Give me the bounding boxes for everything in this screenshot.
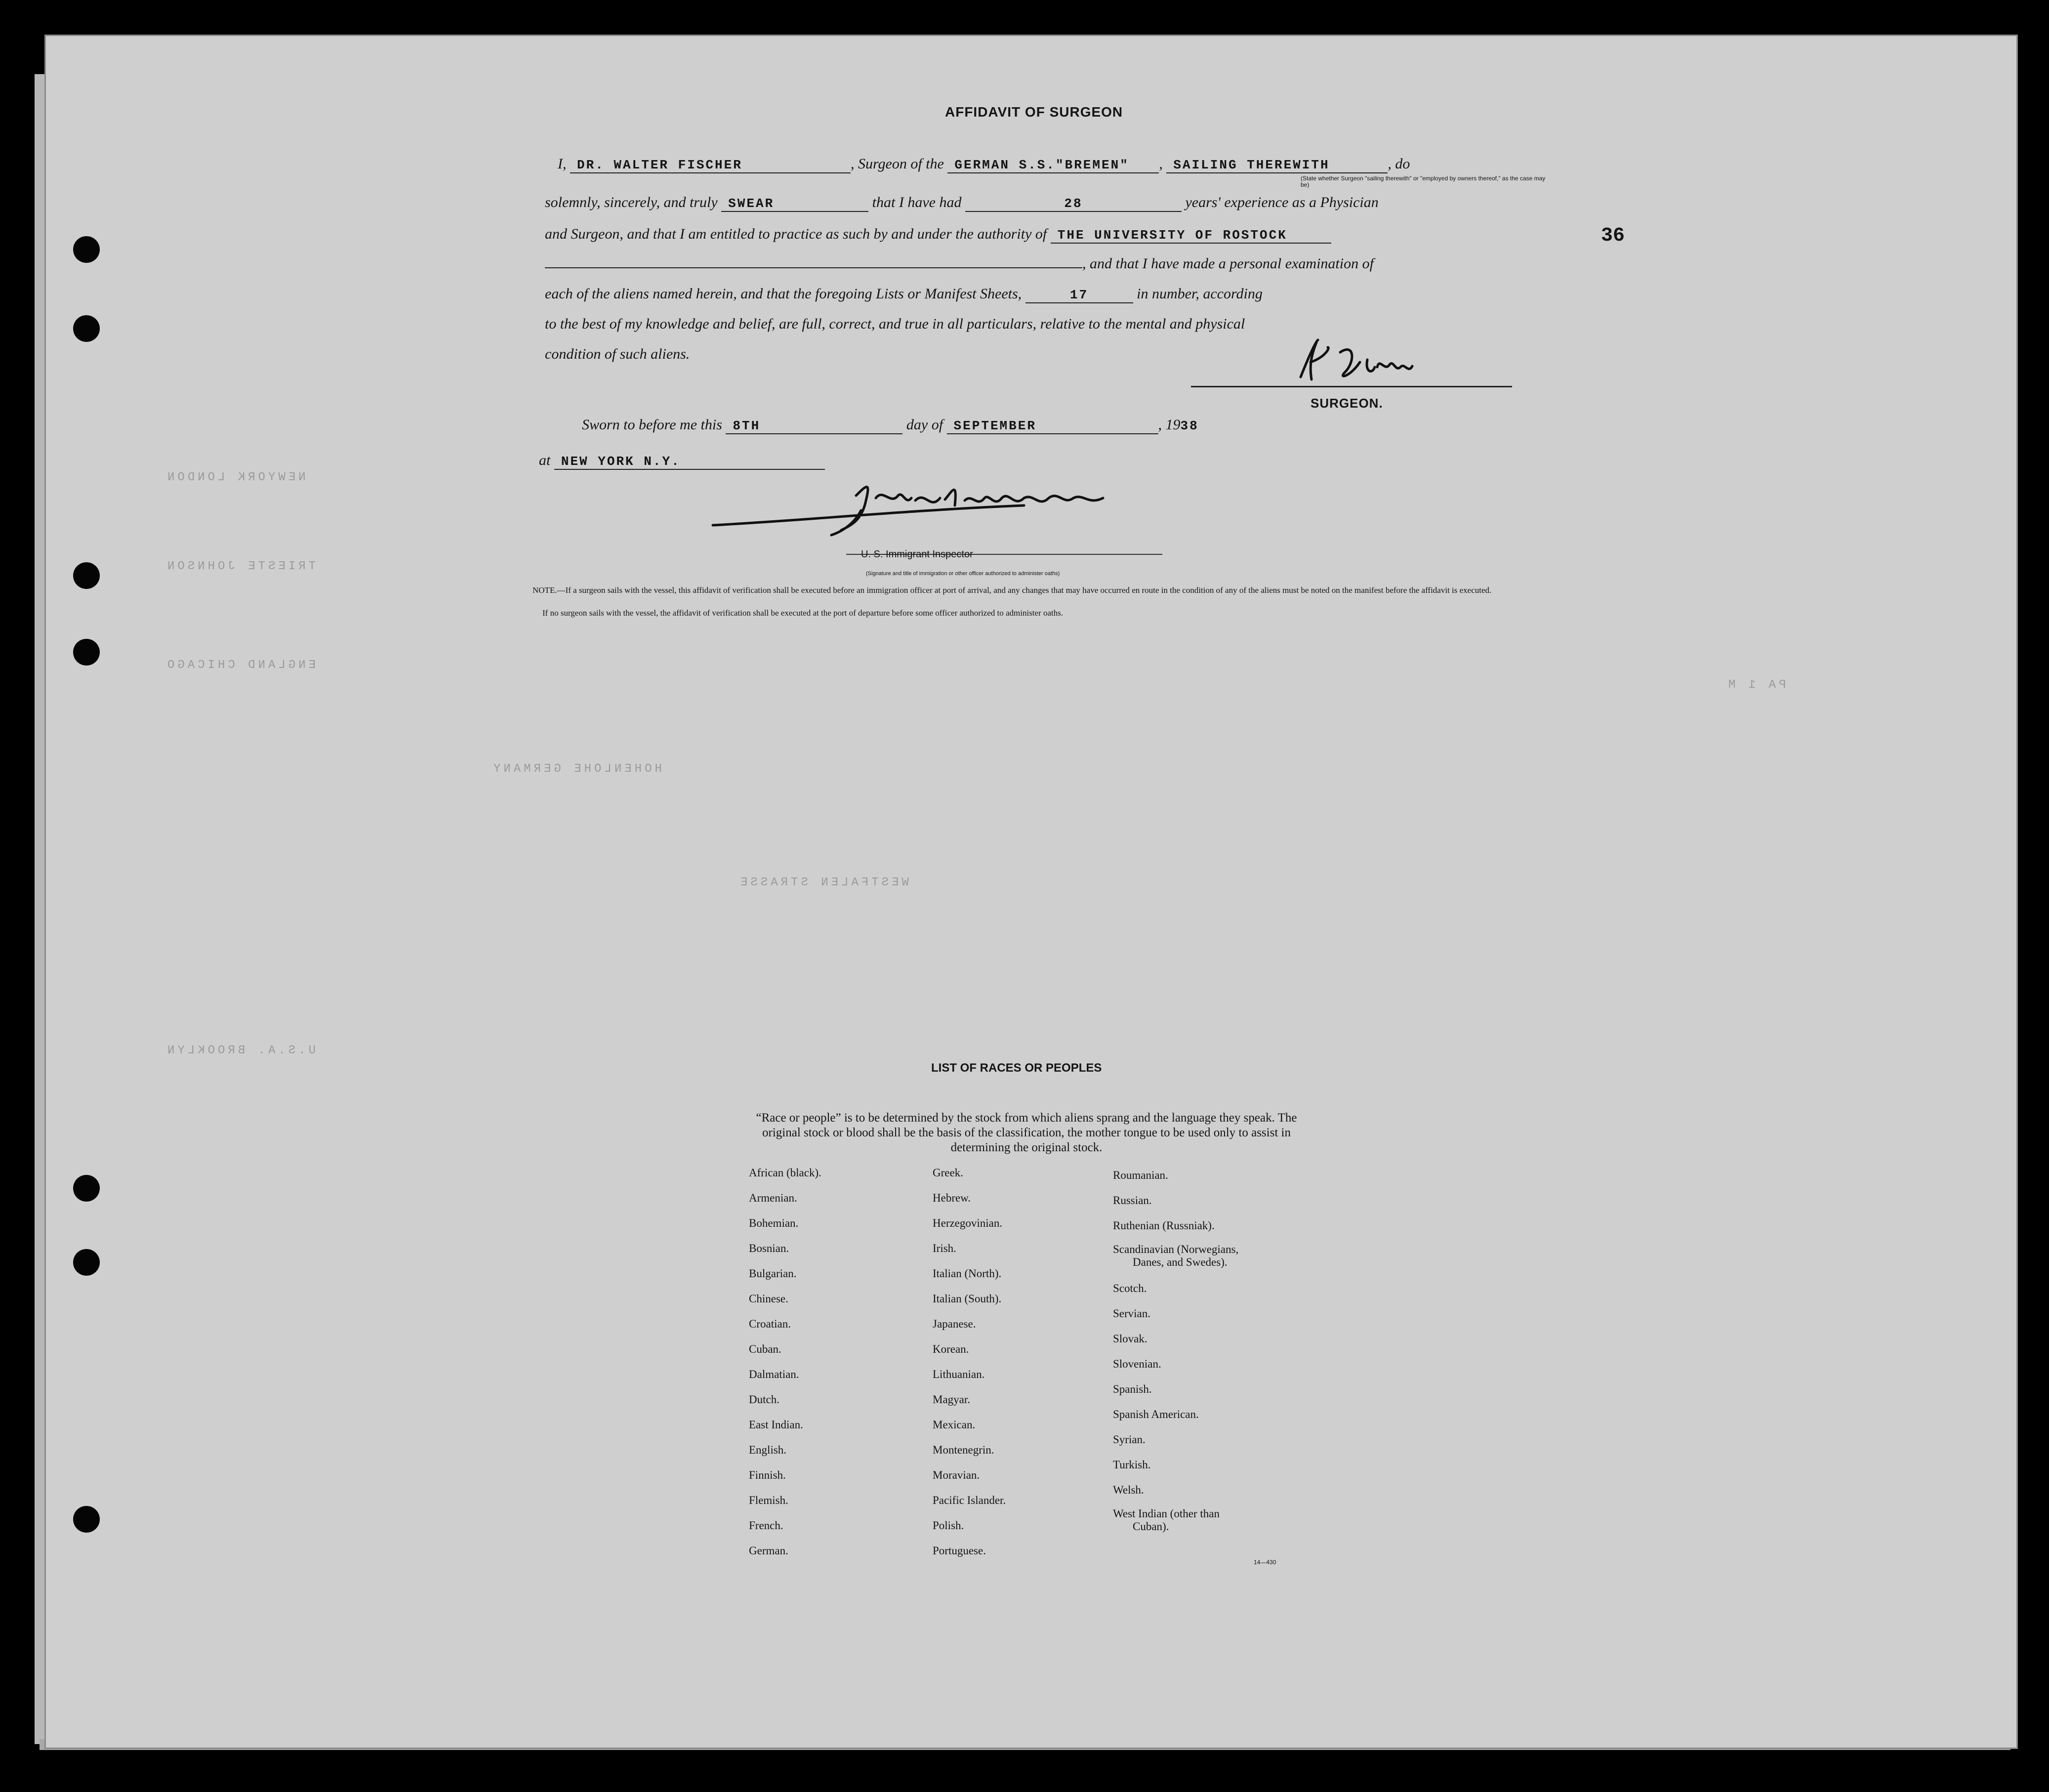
inspector-label: U. S. Immigrant Inspector — [861, 549, 973, 560]
text: Sworn to before me this — [582, 417, 722, 433]
race-item: Pacific Islander. — [933, 1494, 1006, 1506]
race-item: Welsh. — [1113, 1484, 1144, 1496]
race-item: East Indian. — [749, 1418, 803, 1431]
race-item: Finnish. — [749, 1469, 786, 1481]
race-item: Dutch. — [749, 1393, 779, 1406]
page-number: 36 — [1601, 225, 1625, 247]
punch-hole — [73, 1506, 100, 1533]
affidavit-page — [44, 35, 2018, 1749]
race-item: Italian (South). — [933, 1292, 1002, 1305]
sworn-month-field: SEPTEMBER — [947, 418, 1158, 434]
races-column-1 — [749, 1160, 821, 1563]
race-item: English. — [749, 1444, 787, 1456]
inspector-note: (Signature and title of immigration or other officer authorized to administer oaths) — [866, 571, 1060, 577]
text: that I have had — [872, 194, 962, 210]
text: , and that I have made a personal examination of — [1082, 255, 1374, 272]
sworn-line — [582, 417, 1199, 434]
affidavit-line-4 — [545, 255, 1374, 272]
note-paragraph-2: If no surgeon sails with the vessel, the affidavit of verification shall be executed at the port of departure before some officer authorized to administer oaths. — [542, 608, 1064, 618]
races-column-2 — [933, 1160, 1006, 1563]
sailing-status-field: SAILING THEREWITH — [1166, 158, 1388, 173]
text: day of — [906, 417, 943, 433]
races-intro: “Race or people” is to be determined by the stock from which aliens sprang and the language they speak. The original stock or blood shall be the basis of the classification, the mother tongue to be used only to assist in determining the original stock. — [756, 1111, 1297, 1154]
bleed-through-text: WESTFALEN STRASSE — [738, 876, 909, 889]
race-item: Greek. — [933, 1167, 963, 1179]
race-item: Roumanian. — [1113, 1169, 1168, 1181]
race-item: Slovak. — [1113, 1333, 1147, 1345]
race-item: Cuban. — [749, 1343, 781, 1355]
race-item: Portuguese. — [933, 1544, 986, 1557]
punch-hole — [73, 315, 100, 342]
text: , 19 — [1158, 417, 1181, 433]
race-item: German. — [749, 1544, 788, 1557]
race-item: Bulgarian. — [749, 1267, 797, 1280]
sworn-day-field: 8TH — [726, 418, 902, 434]
race-item: Italian (North). — [933, 1267, 1002, 1280]
affidavit-line-3 — [545, 226, 1331, 244]
bleed-through-text: U.S.A. BROOKLYN — [164, 1044, 316, 1057]
race-item: Lithuanian. — [933, 1368, 985, 1380]
inspector-signature — [708, 471, 1222, 545]
bleed-through-text: PA 1 M — [1725, 678, 1786, 692]
race-item: French. — [749, 1519, 783, 1532]
race-item: Herzegovinian. — [933, 1217, 1003, 1229]
race-item: Montenegrin. — [933, 1444, 994, 1456]
sailing-status-note: (State whether Surgeon "sailing therewith" or "employed by owners thereof," as the case may be) — [1301, 175, 1546, 188]
race-item: Danes, and Swedes). — [1133, 1256, 1228, 1268]
race-item: Scandinavian (Norwegians, — [1113, 1243, 1239, 1255]
sworn-year-field: 38 — [1180, 418, 1199, 433]
race-item: Flemish. — [749, 1494, 788, 1506]
races-heading: LIST OF RACES OR PEOPLES — [931, 1061, 1102, 1075]
page-title: AFFIDAVIT OF SURGEON — [945, 104, 1123, 120]
race-item: West Indian (other than — [1113, 1507, 1220, 1520]
punch-hole — [73, 562, 100, 589]
race-item: Spanish American. — [1113, 1408, 1199, 1420]
race-item: Hebrew. — [933, 1192, 971, 1204]
text: each of the aliens named herein, and that the foregoing Lists or Manifest Sheets, — [545, 286, 1022, 302]
authority-field: THE UNIVERSITY OF ROSTOCK — [1051, 228, 1331, 244]
race-item: African (black). — [749, 1167, 821, 1179]
affidavit-line-7: condition of such aliens. — [545, 346, 690, 362]
bleed-through-text: NEWYORK LONDON — [164, 471, 306, 484]
affidavit-line-6: to the best of my knowledge and belief, are full, correct, and true in all particulars, relative to the mental and physical — [545, 316, 1245, 332]
race-item: Bosnian. — [749, 1242, 789, 1254]
surgeon-signature — [1281, 333, 1488, 387]
race-item: Servian. — [1113, 1307, 1151, 1320]
sheets-count-field: 17 — [1025, 288, 1133, 303]
bleed-through-text: HOHENLOHE GERMANY — [491, 762, 662, 776]
place-field: NEW YORK N.Y. — [554, 454, 825, 470]
text: I, — [558, 156, 567, 172]
form-number: 14—430 — [1254, 1559, 1276, 1566]
race-item: Ruthenian (Russniak). — [1113, 1219, 1215, 1232]
years-experience-field: 28 — [965, 196, 1182, 212]
affidavit-line-2 — [545, 194, 1379, 212]
authority-continuation-field — [545, 267, 1082, 268]
race-item: Moravian. — [933, 1469, 980, 1481]
race-item: Spanish. — [1113, 1383, 1152, 1395]
race-item: Magyar. — [933, 1393, 971, 1406]
punch-hole — [73, 1249, 100, 1276]
surgeon-signature-line — [1191, 386, 1512, 387]
text: solemnly, sincerely, and truly — [545, 194, 718, 210]
races-column-3 — [1113, 1163, 1238, 1533]
race-item: Russian. — [1113, 1194, 1152, 1207]
text: at — [539, 452, 551, 468]
affidavit-line-1 — [558, 156, 1410, 173]
oath-field: SWEAR — [721, 196, 868, 212]
surgeon-label: SURGEON. — [1311, 396, 1383, 411]
text: , do — [1388, 156, 1410, 172]
race-item: Bohemian. — [749, 1217, 799, 1229]
note-paragraph-1: NOTE.—If a surgeon sails with the vessel, this affidavit of verification shall be executed before an immigration officer at port of arrival, and any changes that may have occurred en route in the condition of any of the aliens must be noted on the manifest before the affidavit is executed. — [533, 585, 1492, 595]
race-item: Japanese. — [933, 1318, 976, 1330]
text: in number, according — [1137, 286, 1263, 302]
punch-hole — [73, 639, 100, 666]
bleed-through-text: TRIESTE JOHNSON — [164, 560, 316, 573]
punch-hole — [73, 1175, 100, 1202]
text: years' experience as a Physician — [1185, 194, 1379, 210]
race-item: Croatian. — [749, 1318, 791, 1330]
text: , Surgeon of the — [851, 156, 944, 172]
race-item: Mexican. — [933, 1418, 976, 1431]
race-item: Syrian. — [1113, 1433, 1146, 1446]
race-item: Korean. — [933, 1343, 969, 1355]
race-item: Scotch. — [1113, 1282, 1147, 1294]
bleed-through-text: ENGLAND CHICAGO — [164, 659, 316, 672]
race-item: Chinese. — [749, 1292, 788, 1305]
race-item: Cuban). — [1133, 1520, 1169, 1533]
race-item: Armenian. — [749, 1192, 797, 1204]
race-item: Irish. — [933, 1242, 956, 1254]
punch-hole — [73, 236, 100, 263]
race-item: Polish. — [933, 1519, 964, 1532]
place-line — [539, 452, 825, 470]
race-item: Turkish. — [1113, 1459, 1151, 1471]
affidavit-line-5 — [545, 286, 1263, 303]
text: , — [1159, 156, 1163, 172]
surgeon-name-field: DR. WALTER FISCHER — [570, 158, 851, 173]
race-item: Dalmatian. — [749, 1368, 799, 1380]
race-item: Slovenian. — [1113, 1358, 1161, 1370]
vessel-field: GERMAN S.S."BREMEN" — [947, 158, 1159, 173]
text: and Surgeon, and that I am entitled to practice as such by and under the authority of — [545, 226, 1047, 242]
